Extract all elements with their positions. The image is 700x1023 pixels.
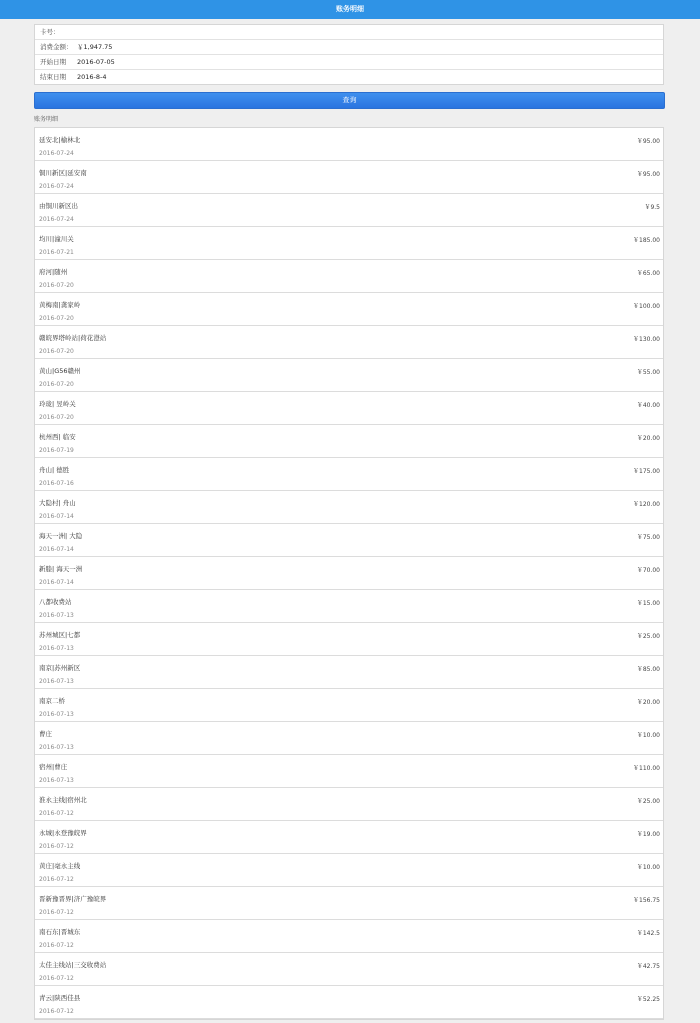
section-label: 账务明细 (34, 116, 59, 123)
record-date: 2016-07-24 (39, 216, 74, 223)
card-number-label: 卡号： (40, 27, 60, 36)
record-route: 杭州西| 临安 (39, 433, 76, 441)
list-item[interactable] (35, 689, 663, 722)
record-date: 2016-07-13 (39, 744, 74, 751)
record-route: 永城|永登豫皖界 (39, 829, 87, 837)
amount-label: 消费金额： (40, 42, 73, 51)
record-amount: ￥75.00 (636, 534, 660, 541)
record-route: 太佳主线站|三交收费站 (39, 961, 107, 969)
record-amount: ￥85.00 (636, 666, 660, 673)
list-item[interactable] (35, 227, 663, 260)
record-amount: ￥40.00 (636, 402, 660, 409)
list-item[interactable] (35, 359, 663, 392)
record-date: 2016-07-20 (39, 348, 74, 355)
amount-row (35, 40, 663, 55)
record-date: 2016-07-19 (39, 447, 74, 454)
record-date: 2016-07-13 (39, 645, 74, 652)
list-item[interactable] (35, 656, 663, 689)
record-date: 2016-07-12 (39, 909, 74, 916)
record-amount: ￥65.00 (636, 270, 660, 277)
record-date: 2016-07-13 (39, 678, 74, 685)
list-item[interactable] (35, 920, 663, 953)
record-route: 府河|随州 (39, 268, 68, 276)
record-amount: ￥130.00 (633, 336, 660, 343)
record-date: 2016-07-12 (39, 942, 74, 949)
record-date: 2016-07-12 (39, 1008, 74, 1015)
list-item[interactable] (35, 491, 663, 524)
record-amount: ￥19.00 (636, 831, 660, 838)
record-date: 2016-07-12 (39, 843, 74, 850)
record-route: 黄梅南|龚家岭 (39, 301, 81, 309)
page-title: 账务明细 (336, 5, 364, 13)
record-amount: ￥185.00 (633, 237, 660, 244)
record-amount: ￥42.75 (636, 963, 660, 970)
record-amount: ￥25.00 (636, 798, 660, 805)
record-date: 2016-07-21 (39, 249, 74, 256)
amount-value: ￥1,947.75 (77, 42, 113, 51)
list-item[interactable] (35, 821, 663, 854)
record-route: 新塍| 海天一洲 (39, 565, 83, 573)
record-route: 舟山| 德胜 (39, 466, 70, 474)
start-date-row (35, 55, 663, 70)
record-date: 2016-07-14 (39, 546, 74, 553)
record-route: 苏州城区|七都 (39, 631, 81, 639)
list-item[interactable] (35, 425, 663, 458)
record-route: 南京|苏州新区 (39, 664, 81, 672)
record-amount: ￥9.5 (644, 204, 660, 211)
record-amount: ￥52.25 (636, 996, 660, 1003)
list-item[interactable] (35, 953, 663, 986)
record-amount: ￥10.00 (636, 864, 660, 871)
record-route: 由铜川新区出 (39, 202, 78, 210)
record-amount: ￥95.00 (636, 138, 660, 145)
record-amount: ￥20.00 (636, 699, 660, 706)
list-item[interactable] (35, 854, 663, 887)
start-date-field[interactable]: 2016-07-05 (77, 57, 115, 66)
list-item[interactable] (35, 326, 663, 359)
record-route: 南京二桥 (39, 697, 65, 705)
record-amount: ￥95.00 (636, 171, 660, 178)
page-header (0, 0, 700, 19)
record-amount: ￥20.00 (636, 435, 660, 442)
list-item[interactable] (35, 194, 663, 227)
record-date: 2016-07-20 (39, 381, 74, 388)
record-amount: ￥25.00 (636, 633, 660, 640)
record-date: 2016-07-16 (39, 480, 74, 487)
record-date: 2016-07-20 (39, 282, 74, 289)
record-date: 2016-07-20 (39, 315, 74, 322)
record-date: 2016-07-20 (39, 414, 74, 421)
record-route: 曹庄 (39, 730, 52, 738)
list-item[interactable] (35, 986, 663, 1019)
record-route: 大隐村| 舟山 (39, 499, 76, 507)
record-date: 2016-07-13 (39, 612, 74, 619)
record-date: 2016-07-14 (39, 513, 74, 520)
record-amount: ￥120.00 (633, 501, 660, 508)
start-date-label: 开始日期 (40, 57, 66, 66)
list-item[interactable] (35, 524, 663, 557)
record-list (34, 127, 664, 1020)
list-item[interactable] (35, 161, 663, 194)
record-route: 八都收费站 (39, 598, 72, 606)
record-amount: ￥55.00 (636, 369, 660, 376)
record-route: 青云|陕西佳县 (39, 994, 81, 1002)
end-date-label: 结束日期 (40, 73, 66, 81)
record-route: 赣皖界塔岭站|荷花澄站 (39, 334, 107, 342)
list-item[interactable] (35, 260, 663, 293)
record-route: 淮永主线|宿州北 (39, 796, 87, 804)
list-item[interactable] (35, 887, 663, 920)
record-date: 2016-07-14 (39, 579, 74, 586)
record-date: 2016-07-24 (39, 150, 74, 157)
end-date-row (35, 70, 663, 85)
record-route: 南石东|晋城东 (39, 928, 81, 936)
list-item[interactable] (35, 623, 663, 656)
list-item[interactable] (35, 590, 663, 623)
list-item[interactable] (35, 392, 663, 425)
record-date: 2016-07-24 (39, 183, 74, 190)
record-route: 铜川新区|延安南 (39, 169, 87, 177)
record-route: 延安北|榆林北 (39, 136, 81, 144)
record-date: 2016-07-13 (39, 777, 74, 784)
list-item[interactable] (35, 722, 663, 755)
record-amount: ￥110.00 (633, 765, 660, 772)
list-item[interactable] (35, 788, 663, 821)
query-button[interactable]: 查询 (34, 92, 665, 109)
record-route: 宿州|曹庄 (39, 763, 68, 771)
query-info-panel (34, 24, 664, 85)
end-date-field[interactable]: 2016-8-4 (77, 73, 107, 81)
record-amount: ￥142.5 (636, 930, 660, 937)
record-amount: ￥156.75 (633, 897, 660, 904)
record-route: 晋新豫晋界|济广豫皖界 (39, 895, 107, 903)
record-route: 黄庄|毫永主线 (39, 862, 81, 870)
record-route: 均川|潼川关 (39, 235, 74, 243)
record-date: 2016-07-12 (39, 810, 74, 817)
record-amount: ￥100.00 (633, 303, 660, 310)
list-item[interactable] (35, 755, 663, 788)
record-route: 海天一洲| 大隐 (39, 532, 83, 540)
list-item[interactable] (35, 557, 663, 590)
list-item[interactable] (35, 458, 663, 491)
card-number-row (35, 25, 663, 40)
record-amount: ￥70.00 (636, 567, 660, 574)
record-route: 黄山|G56赣州 (39, 367, 81, 375)
record-date: 2016-07-12 (39, 876, 74, 883)
record-amount: ￥175.00 (633, 468, 660, 475)
record-amount: ￥15.00 (636, 600, 660, 607)
record-route: 玲珑| 昱岭关 (39, 400, 76, 408)
record-date: 2016-07-12 (39, 975, 74, 982)
list-item[interactable] (35, 128, 663, 161)
record-date: 2016-07-13 (39, 711, 74, 718)
list-item[interactable] (35, 293, 663, 326)
record-amount: ￥10.00 (636, 732, 660, 739)
